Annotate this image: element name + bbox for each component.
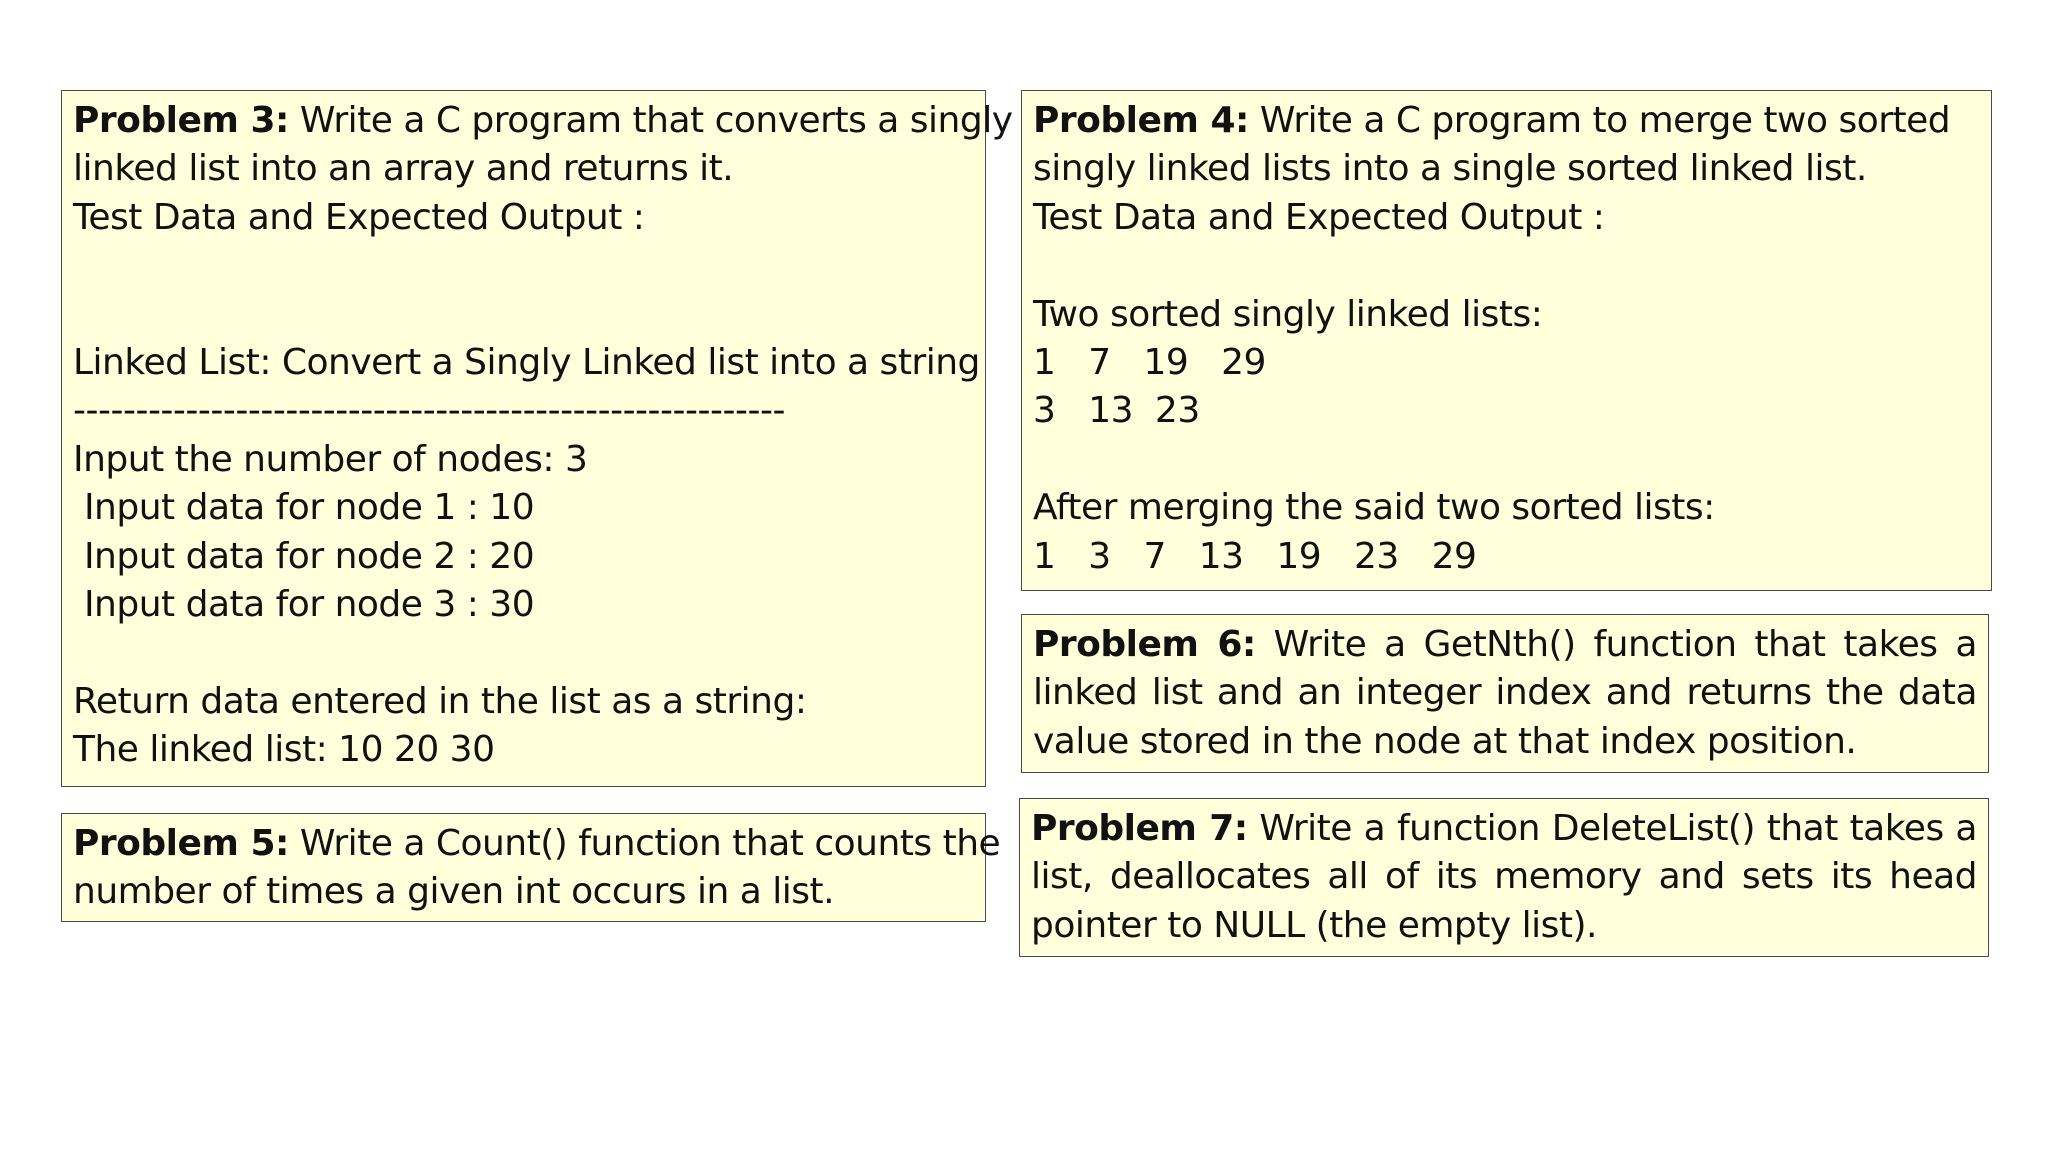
problem-3-output-line: Return data entered in the list as a string: [73,680,807,722]
problem-3-statement-line-1: Problem 3: Write a C program that converts a singly [73,100,1013,141]
problem-3-output-line: Input data for node 1 : 10 [73,487,535,529]
problem-6-label: Problem 6: [1033,624,1256,665]
problem-3-statement-line-2: linked list into an array and returns it. [73,148,734,190]
problem-7-box [1019,798,1989,957]
problem-4-test-heading: Test Data and Expected Output : [1033,196,1605,238]
problem-4-statement-line-2: singly linked lists into a single sorted linked list. [1033,148,1867,190]
problem-4-output-line: 3 13 23 [1033,390,1200,432]
problem-3-output-line: The linked list: 10 20 30 [73,729,495,771]
problem-3-output-line: Linked List: Convert a Singly Linked list into a string [73,342,980,383]
problem-7-label: Problem 7: [1031,808,1248,849]
problem-4-statement-line-1: Problem 4: Write a C program to merge two sorted [1033,100,1951,141]
blank-line [73,242,974,290]
problem-5-label: Problem 5: [73,823,289,864]
problem-3-output-line: Input the number of nodes: 3 [73,438,588,480]
blank-line [73,629,974,677]
blank-line [1033,436,1980,484]
problem-3-test-heading: Test Data and Expected Output : [73,196,645,238]
problem-3-label: Problem 3: [73,100,289,141]
problem-4-output-line: 1 3 7 13 19 23 29 [1033,535,1477,577]
problem-4-box [1021,90,1992,591]
problem-5-box [61,813,1001,922]
blank-line [73,291,974,339]
problem-6-statement: Problem 6: Write a GetNth() function that takes a linked list and an integer index and returns the data value stored in the node at that index position. [1033,624,1977,762]
problem-3-output-line: Input data for node 3 : 30 [73,584,535,626]
blank-line [1033,242,1980,290]
problem-4-output-line: After merging the said two sorted lists: [1033,487,1715,529]
problem-4-output-line: Two sorted singly linked lists: [1033,293,1543,335]
problem-3-output-line: --------------------------------------------------------- [73,390,785,432]
problem-3-output-line: Input data for node 2 : 20 [73,535,535,577]
problem-4-label: Problem 4: [1033,100,1249,141]
problem-5-statement-line-1: Problem 5: Write a Count() function that counts the [73,823,1001,864]
problem-3-box [61,90,1013,787]
problem-7-statement: Problem 7: Write a function DeleteList() that takes a list, deallocates all of its memory and sets its head pointer to NULL (the empty list). [1031,808,1977,946]
problem-4-output-line: 1 7 19 29 [1033,342,1266,384]
problem-6-box [1021,614,1989,773]
problem-5-statement-line-2: number of times a given int occurs in a list. [73,871,835,913]
